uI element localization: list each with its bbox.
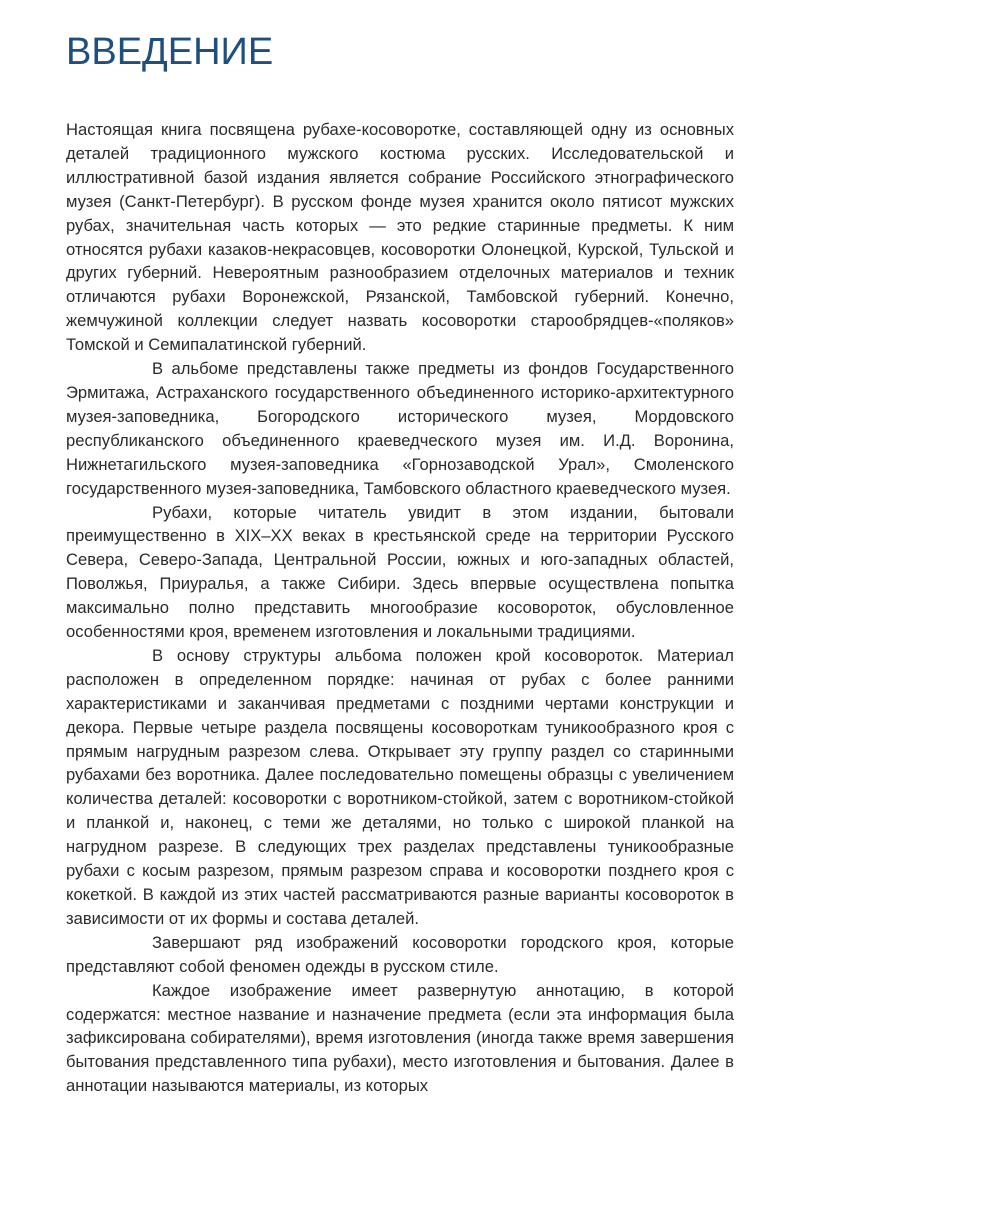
paragraph: Каждое изображение имеет развернутую аннотацию, в которой содержатся: местное название и назначение предмета (если эта информация была зафиксирована собирателями), время изготовления (иногда также время завершения бытования представленного типа рубахи), место изготовления и бытования. Далее в аннотации называются материалы, из которых [66, 980, 734, 1096]
paragraph: Завершают ряд изображений косоворотки городского кроя, которые представляют собой феномен одежды в русском стиле. [66, 932, 734, 976]
page-title: ВВЕДЕНИЕ [66, 31, 274, 73]
body-text [66, 118, 734, 1098]
paragraph: В альбоме представлены также предметы из фондов Государственного Эрмитажа, Астраханского государственного объединенного историко-архитектурного музея-заповедника, Богородского исторического музея, Мордовского республиканского объединенного краеведческого музея им. И.Д. Воронина, Нижнетагильского музея-заповедника «Горнозаводской Урал», Смоленского государственного музея-заповедника, Тамбовского областного краеведческого музея. [66, 359, 734, 498]
paragraph: Настоящая книга посвящена рубахе-косоворотке, составляющей одну из основных деталей традиционного мужского костюма русских. Исследовательской и иллюстративной базой издания является собрание Российского этнографического музея (Санкт-Петербург). В русском фонде музея хранится около пятисот мужских рубах, значительная часть которых — это редкие старинные предметы. К ним относятся рубахи казаков-некрасовцев, косоворотки Олонецкой, Курской, Тульской и других губерний. Невероятным разнообразием отделочных материалов и техник отличаются рубахи Воронежской, Рязанской, Тамбовской губерний. Конечно, жемчужиной коллекции следует назвать косоворотки старообрядцев-«поляков» Томской и Семипалатинской губерний. [66, 120, 734, 355]
paragraph: В основу структуры альбома положен крой косовороток. Материал расположен в определенном порядке: начиная от рубах с более ранними характеристиками и заканчивая предметами с поздними чертами конструкции и декора. Первые четыре раздела посвящены косовороткам туникообразного кроя с прямым нагрудным разрезом слева. Открывает эту группу раздел со старинными рубахами без воротника. Далее последовательно помещены образцы с увеличением количества деталей: косоворотки с воротником-стойкой, затем с воротником-стойкой и планкой и, наконец, с теми же деталями, но только с широкой планкой на нагрудном разрезе. В следующих трех разделах представлены туникообразные рубахи с косым разрезом, прямым разрезом справа и косоворотки позднего кроя с кокеткой. В каждой из этих частей рассматриваются разные варианты косовороток в зависимости от их формы и состава деталей. [66, 645, 734, 928]
paragraph: Рубахи, которые читатель увидит в этом издании, бытовали преимущественно в XIX–XX веках в крестьянской среде на территории Русского Севера, Северо-Запада, Центральной России, южных и юго-западных областей, Поволжья, Приуралья, а также Сибири. Здесь впервые осуществлена попытка максимально полно представить многообразие косовороток, обусловленное особенностями кроя, временем изготовления и локальными традициями. [66, 502, 734, 642]
